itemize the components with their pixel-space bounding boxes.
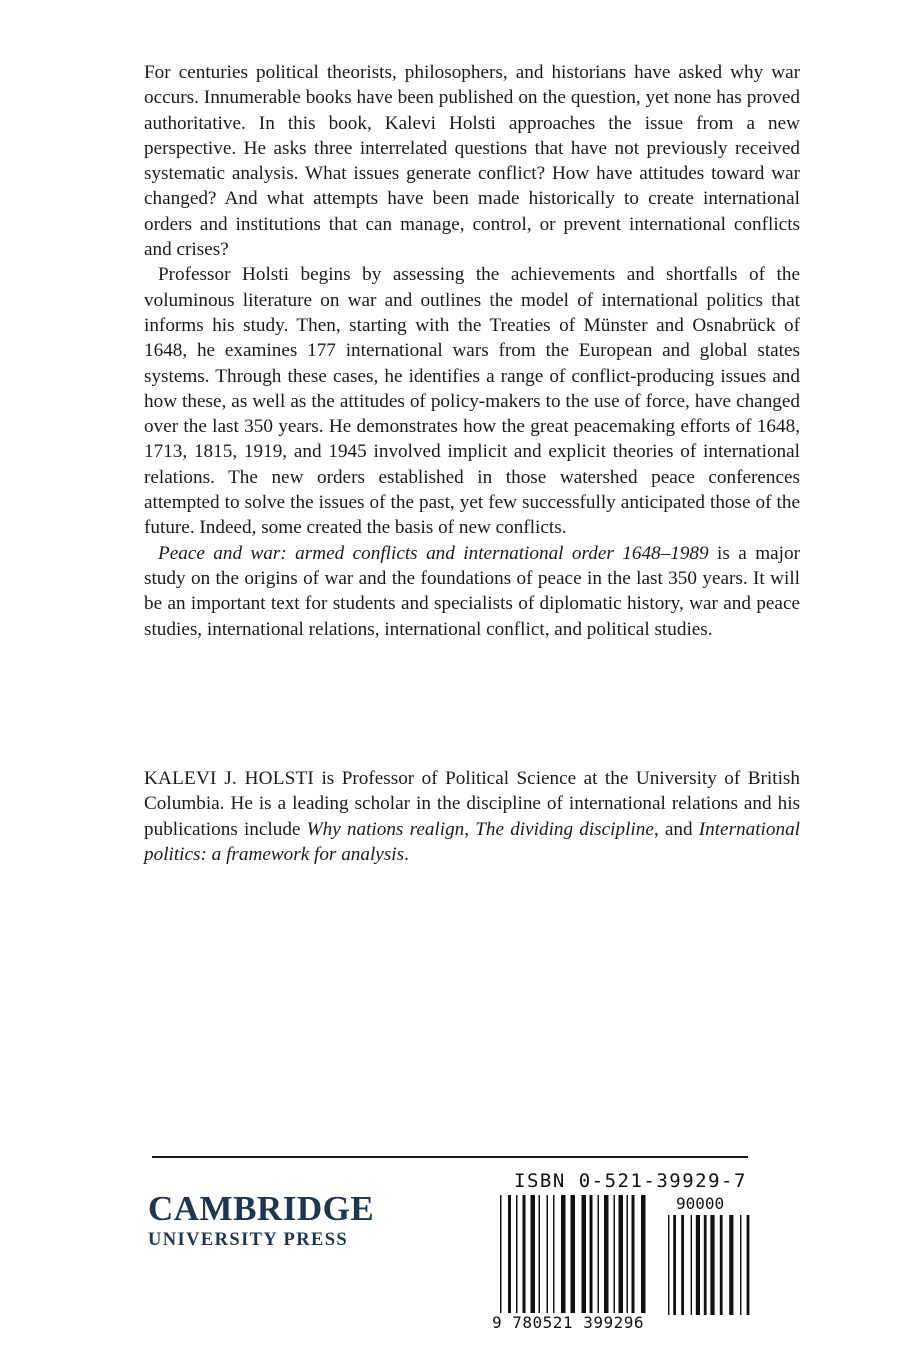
barcode-bar <box>500 1195 502 1319</box>
barcode-addon-bar <box>729 1215 733 1315</box>
barcode-bar <box>553 1195 555 1313</box>
barcode-bar <box>614 1195 616 1313</box>
barcode-addon-bar <box>673 1215 676 1315</box>
separator: , <box>464 818 476 840</box>
barcode-addon-bar <box>710 1215 714 1315</box>
barcode-addon-bar <box>704 1215 707 1315</box>
blurb-paragraph-1: For centuries political theorists, philosophers, and historians have asked why war occurs. Innumerable books have been published on the question, yet none has proved authoritative. In this book, Kalevi Holsti approaches the issue from a new perspective. He asks three interrelated questions that have not previously received systematic analysis. What issues generate conflict? How have attitudes toward war changed? And what attempts have been made historically to create international orders and institutions that can manage, control, or prevent international conflicts and crises? <box>144 62 800 261</box>
book-title: Peace and war: armed conflicts and international order 1648–1989 <box>158 542 709 564</box>
barcode-bar <box>523 1195 526 1313</box>
barcode-addon-bar <box>747 1215 750 1315</box>
blurb-paragraph-2: Professor Holsti begins by assessing the achievements and shortfalls of the voluminous literature on war and outlines the model of international politics that informs his study. Then, starting with the Treaties of Münster and Osnabrück of 1648, he examines 177 international wars from the European and global states systems. Through these cases, he identifies a range of conflict-producing issues and how these, as well as the attitudes of policy-makers to the use of force, have changed over the last 350 years. He demonstrates how the great peacemaking efforts of 1648, 1713, 1815, 1919, and 1945 involved implicit and explicit theories of international relations. The new orders established in those watershed peace conferences attempted to solve the issues of the past, yet few successfully anticipated those of the future. Indeed, some created the basis of new conflicts. <box>144 264 800 539</box>
blurb <box>144 60 800 642</box>
barcode-bar <box>641 1195 646 1313</box>
publisher-logo <box>148 1190 408 1252</box>
horizontal-rule <box>152 1156 748 1158</box>
barcode-bar <box>598 1195 600 1313</box>
barcode-bar <box>627 1195 629 1313</box>
author-bio-paragraph <box>144 766 800 867</box>
barcode-bar <box>632 1195 635 1313</box>
end-punctuation: . <box>404 843 409 865</box>
barcode-addon-bar <box>681 1215 684 1315</box>
publisher-name: CAMBRIDGE <box>148 1189 375 1228</box>
barcode-bar <box>561 1195 566 1313</box>
blurb-paragraph-3 <box>144 541 800 642</box>
barcode-bar <box>619 1195 624 1313</box>
barcode-bar <box>604 1195 609 1313</box>
barcode-addon-bar <box>740 1215 741 1315</box>
publication-title: The dividing discipline <box>475 818 654 840</box>
barcode-bar <box>516 1195 518 1313</box>
blurb-paragraph-3-text: is a major study on the origins of war and the foundations of peace in the last 350 years. It will be an important text for students and specialists of diplomatic history, war and peace studies, international relations, international conflict, and political studies. <box>144 542 800 640</box>
barcode-bar <box>590 1195 593 1313</box>
barcode-addon-bar <box>691 1215 692 1315</box>
barcode-addon-bar <box>668 1215 669 1315</box>
publisher-subtitle: UNIVERSITY PRESS <box>148 1230 349 1250</box>
barcode-bar <box>571 1195 576 1313</box>
barcode-addon-bar <box>696 1215 700 1315</box>
barcode-bar <box>547 1195 549 1313</box>
barcode-bar <box>531 1195 536 1313</box>
publication-title: Why nations realign <box>306 818 465 840</box>
barcode-addon-bar <box>720 1215 723 1315</box>
isbn-label: ISBN 0-521-39929-7 <box>514 1170 747 1192</box>
price-code: 90000 <box>676 1194 725 1213</box>
publication-title: International politics: a framework for analysis <box>144 818 800 865</box>
author-bio-text: is Professor of Political Science at the University of British Columbia. He is a leading scholar in the discipline of international relations and his publications include <box>144 768 800 840</box>
barcode-bar <box>539 1195 541 1313</box>
author-name: KALEVI J. HOLSTI <box>144 768 314 789</box>
separator: , and <box>653 818 699 840</box>
ean-digits: 9 780521 399296 <box>492 1313 644 1332</box>
barcode-bar <box>508 1195 511 1319</box>
author-bio <box>144 766 800 867</box>
barcode-bar <box>582 1195 587 1313</box>
